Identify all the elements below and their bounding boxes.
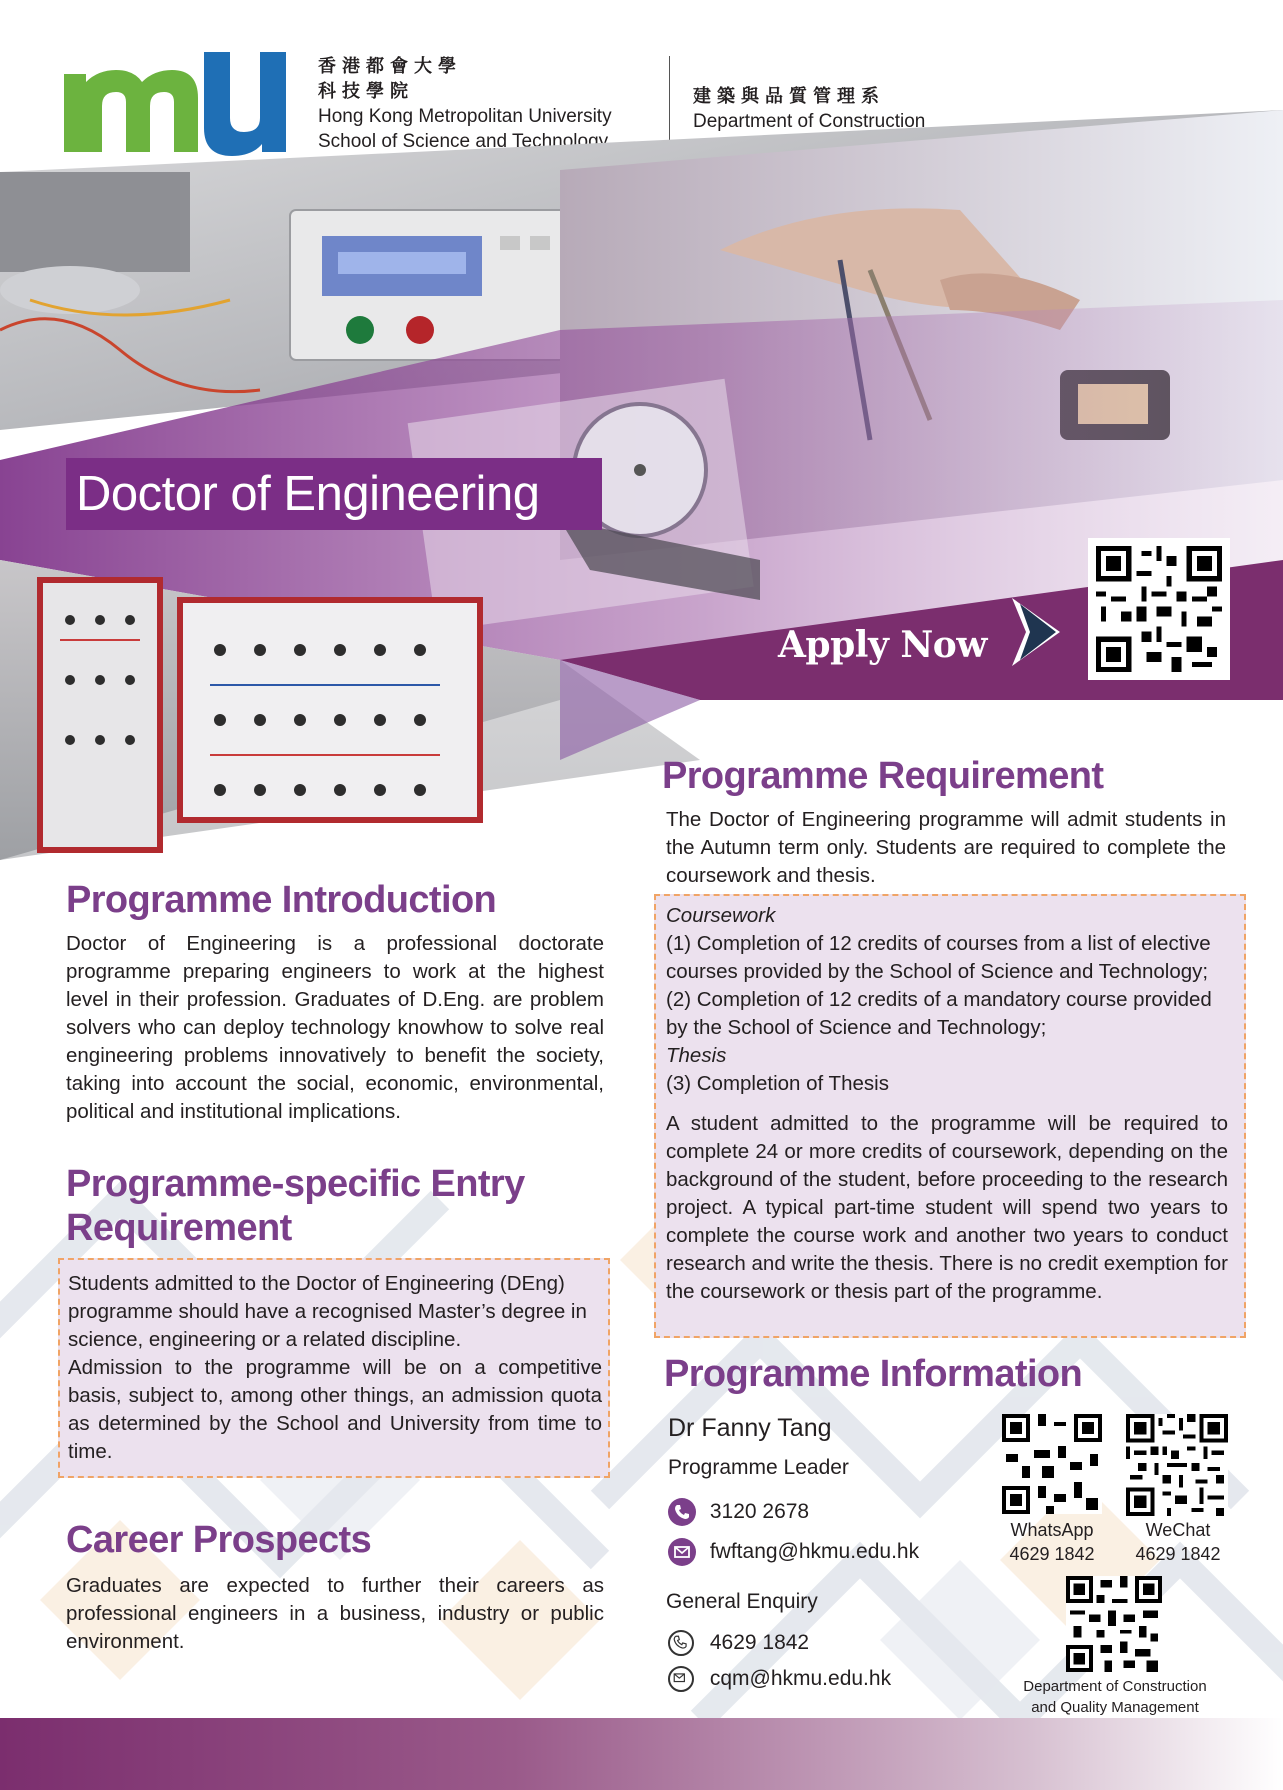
thesis-item-3: (3) Completion of Thesis	[666, 1072, 889, 1095]
info-heading: Programme Information	[664, 1353, 1083, 1395]
intro-heading: Programme Introduction	[66, 879, 497, 921]
general-email-row[interactable]	[668, 1666, 891, 1692]
school-name-zh: 科技學院	[318, 81, 414, 102]
whatsapp-label: WhatsApp	[1010, 1520, 1094, 1540]
programme-title-box	[66, 458, 602, 530]
wechat-qr-code[interactable]	[1126, 1414, 1228, 1516]
general-phone: 4629 1842	[709, 1631, 810, 1654]
programme-title: Doctor of Engineering	[76, 467, 540, 521]
phone-icon	[668, 1498, 696, 1526]
department-qr-label-line1: Department of Construction	[1023, 1678, 1207, 1695]
footer-bar	[0, 1718, 1283, 1790]
entry-text-1: Students admitted to the Doctor of Engineering (DEng) programme should have a recognised Master’s degree in science, engineering or a related discipline.	[68, 1272, 587, 1351]
general-email: cqm@hkmu.edu.hk	[709, 1667, 892, 1690]
email-icon	[668, 1538, 696, 1566]
department-qr-label	[990, 1676, 1240, 1718]
leader-phone: 3120 2678	[709, 1500, 810, 1523]
entry-heading-line2: Requirement	[66, 1207, 292, 1249]
department-qr-label-line2: and Quality Management	[1031, 1699, 1199, 1716]
department-name-zh: 建築與品質管理系	[693, 86, 885, 107]
university-name-en: Hong Kong Metropolitan University	[318, 106, 612, 127]
requirement-box-content	[666, 902, 1228, 1306]
email-icon	[668, 1666, 694, 1692]
entry-heading	[66, 1162, 525, 1250]
whatsapp-label-block	[990, 1518, 1114, 1566]
entry-heading-line1: Programme-specific Entry	[66, 1163, 525, 1205]
phone-icon	[668, 1630, 694, 1656]
chevron-right-icon[interactable]	[1012, 598, 1060, 666]
career-heading: Career Prospects	[66, 1519, 372, 1561]
wechat-label-block	[1116, 1518, 1240, 1566]
leader-phone-row[interactable]	[668, 1498, 809, 1526]
whatsapp-qr-code[interactable]	[1002, 1414, 1102, 1514]
department-qr-code[interactable]	[1066, 1576, 1162, 1672]
apply-now-label[interactable]: Apply Now	[778, 624, 987, 666]
whatsapp-number: 4629 1842	[1009, 1544, 1095, 1564]
requirement-intro: The Doctor of Engineering programme will admit students in the Autumn term only. Students are required to complete the coursework and thesis.	[666, 808, 1226, 887]
career-text: Graduates are expected to further their careers as professional engineers in a business, industry or public environment.	[66, 1574, 604, 1653]
coursework-item-1: (1) Completion of 12 credits of courses from a list of elective courses provided by the School of Science and Technology;	[666, 932, 1211, 983]
school-name-en: School of Science and Technology	[318, 131, 609, 152]
requirement-heading: Programme Requirement	[662, 755, 1104, 797]
coursework-label: Coursework	[666, 904, 776, 927]
department-name-en-line1: Department of Construction	[693, 111, 926, 132]
general-phone-row[interactable]	[668, 1630, 809, 1656]
requirement-details: A student admitted to the programme will be required to complete 24 or more credits of coursework, depending on the background of the student, before proceeding to the research project. A typical part-time student will spend two years to complete the course work and another two years to conduct research and write the thesis. There is no credit exemption for the coursework or thesis part of the programme.	[666, 1112, 1228, 1303]
wechat-number: 4629 1842	[1135, 1544, 1221, 1564]
university-name-zh: 香港都會大學	[318, 56, 462, 77]
leader-title: Programme Leader	[668, 1456, 849, 1479]
intro-text: Doctor of Engineering is a professional doctorate programme preparing engineers to work at the highest level in their profession. Graduates of D.Eng. are problem solvers who can deploy technology knowhow to solve real engineering problems innovatively to benefit the society, taking into account the social, economic, environmental, political and institutional implications.	[66, 932, 604, 1123]
leader-email: fwftang@hkmu.edu.hk	[709, 1540, 920, 1563]
wechat-label: WeChat	[1145, 1520, 1211, 1540]
leader-email-row[interactable]	[668, 1538, 919, 1566]
apply-qr-code[interactable]	[1088, 538, 1230, 680]
leader-name: Dr Fanny Tang	[668, 1414, 832, 1442]
coursework-item-2: (2) Completion of 12 credits of a mandatory course provided by the School of Science and Technology;	[666, 988, 1212, 1039]
general-enquiry-label: General Enquiry	[666, 1590, 818, 1613]
thesis-label: Thesis	[666, 1044, 727, 1067]
entry-text-2: Admission to the programme will be on a competitive basis, subject to, among other things, an admission quota as determined by the School and University from time to time.	[68, 1356, 602, 1463]
